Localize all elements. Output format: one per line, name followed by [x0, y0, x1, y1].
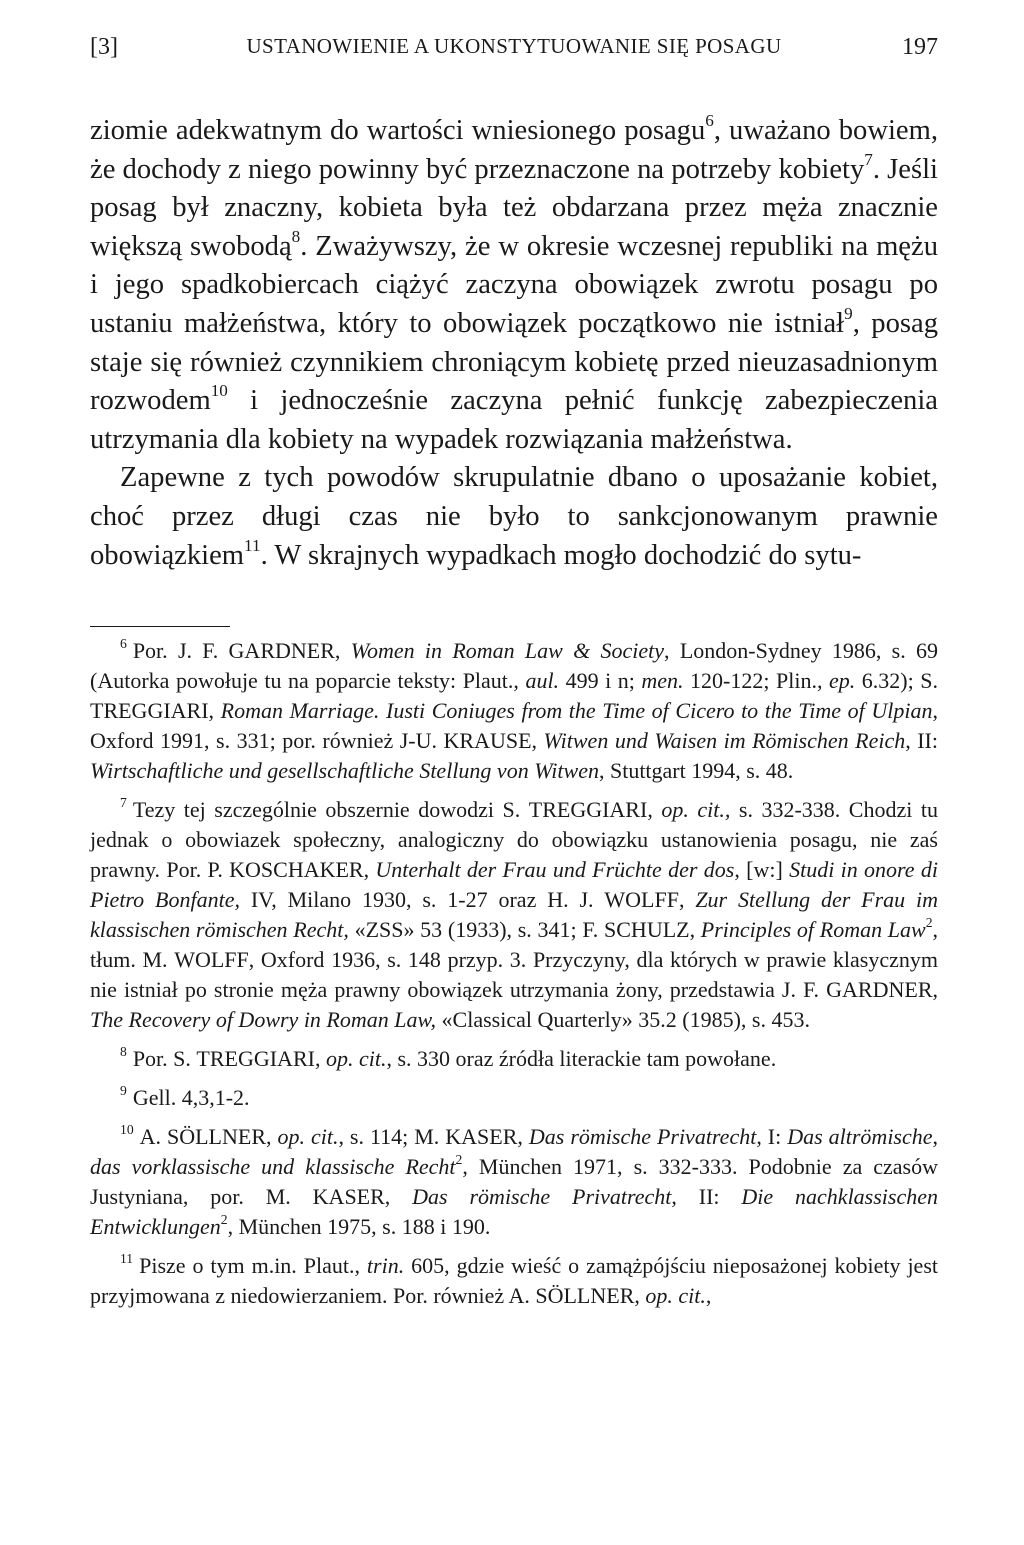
- footnote-11: $^{11}$ Pisze o tym m.in. Plaut., trin. 605, gdzie wieść o zamążpójściu nieposażonej kobiety jest przyjmowana z niedowierzaniem. Por. również A. SÖLLNER, op. cit.,: [90, 1250, 938, 1308]
- footnote-separator: [90, 626, 230, 627]
- footnote-9: $^9$ Gell. 4,3,1-2.: [120, 1082, 250, 1110]
- section-marker: [3]: [90, 34, 118, 60]
- footnote-6: $^6$ Por. J. F. GARDNER, Women in Roman Law & Society, London-Sydney 1986, s. 69 (Autorka powołuje tu na poparcie teksty: Plaut., aul. 499 i n; men. 120-122; Plin., ep. 6.32); S. TREGGIARI, Roman Marriage. Iusti Coniuges from the Time of Cicero to the Time of Ulpian, Oxford 1991, s. 331; por. również J-U. KRAUSE, Witwen und Waisen im Römischen Reich, II: Wirtschaftliche und gesellschaftliche Stellung von Witwen, Stuttgart 1994, s. 48.: [90, 635, 939, 783]
- footnote-ref-11[interactable]: 11: [244, 535, 261, 555]
- footnote-number: 8: [120, 1043, 127, 1059]
- footnote-number: 10: [120, 1121, 134, 1137]
- footnote-ref-6[interactable]: 6: [705, 111, 714, 131]
- body-paragraph-2: Zapewne z tych powodów skrupulatnie dbano o uposażanie kobiet, choć przez długi czas nie było to sankcjonowanym prawnie obowiązkiem$^{11}$. W skrajnych wypadkach mogło dochodzić do sytu-: [90, 462, 938, 571]
- footnote-number: 11: [120, 1250, 134, 1266]
- footnote-7: $^7$ Tezy tej szczególnie obszernie dowodzi S. TREGGIARI, op. cit., s. 332-338. Chodzi tu jednak o obowiazek społeczny, analogiczny do obowiązku ustanowienia posagu, nie zaś prawny. Por. P. KOSCHAKER, Unterhalt der Frau und Früchte der dos, [w:] Studi in onore di Pietro Bonfante, IV, Milano 1930, s. 1-27 oraz H. J. WOLFF, Zur Stellung der Frau im klassischen römischen Recht, «ZSS» 53 (1933), s. 341; F. SCHULZ, Principles of Roman Law$^2$, tłum. M. WOLFF, Oxford 1936, s. 148 przyp. 3. Przyczyny, dla których w prawie klasycznym nie istniał po stronie męża prawny obowiązek utrzymania żony, przedstawia J. F. GARDNER, The Recovery of Dowry in Roman Law, «Classical Quarterly» 35.2 (1985), s. 453.: [90, 794, 939, 1032]
- footnote-10: $^{10}$ A. SÖLLNER, op. cit., s. 114; M. KASER, Das römische Privatrecht, I: Das altrömische, das vorklassische und klassische Recht$^2$, München 1971, s. 332-333. Podobnie za czasów Justyniana, por. M. KASER, Das römische Privatrecht, II: Die nachklassischen Entwicklungen$^2$, München 1975, s. 188 i 190.: [90, 1121, 939, 1239]
- running-title: USTANOWIENIE A UKONSTYTUOWANIE SIĘ POSAGU: [246, 34, 782, 58]
- running-header: [90, 30, 938, 70]
- footnote-8: $^8$ Por. S. TREGGIARI, op. cit., s. 330 oraz źródła literackie tam powołane.: [120, 1043, 777, 1071]
- footnote-ref-9[interactable]: 9: [844, 304, 853, 324]
- footnote-number: 9: [120, 1082, 127, 1098]
- footnote-number: 7: [120, 794, 127, 810]
- footnote-ref-10[interactable]: 10: [210, 381, 228, 401]
- footnote-ref-7[interactable]: 7: [864, 149, 873, 169]
- footnote-number: 6: [120, 635, 127, 651]
- main-text: [90, 112, 938, 575]
- page-number: 197: [902, 34, 938, 60]
- footnote-ref-8[interactable]: 8: [291, 226, 301, 246]
- footnotes: [90, 636, 938, 1320]
- body-paragraph-1: ziomie adekwatnym do wartości wniesionego posagu$^6$, uważano bowiem, że dochody z niego powinny być przeznaczone na potrzeby kobiety$^7$. Jeśli posag był znaczny, kobieta była też obdarzana przez męża znacznie większą swobodą$^8$. Zważywszy, że w okresie wczesnej republiki na mężu i jego spadkobiercach ciążyć zaczyna obowiązek zwrotu posagu po ustaniu małżeństwa, który to obowiązek początkowo nie istniał$^9$, posag staje się również czynnikiem chroniącym kobietę przed nieuzasadnionym rozwodem$^{10}$ i jednocześnie zaczyna pełnić funkcję zabezpieczenia utrzymania dla kobiety na wypadek rozwiązania małżeństwa.: [90, 111, 939, 455]
